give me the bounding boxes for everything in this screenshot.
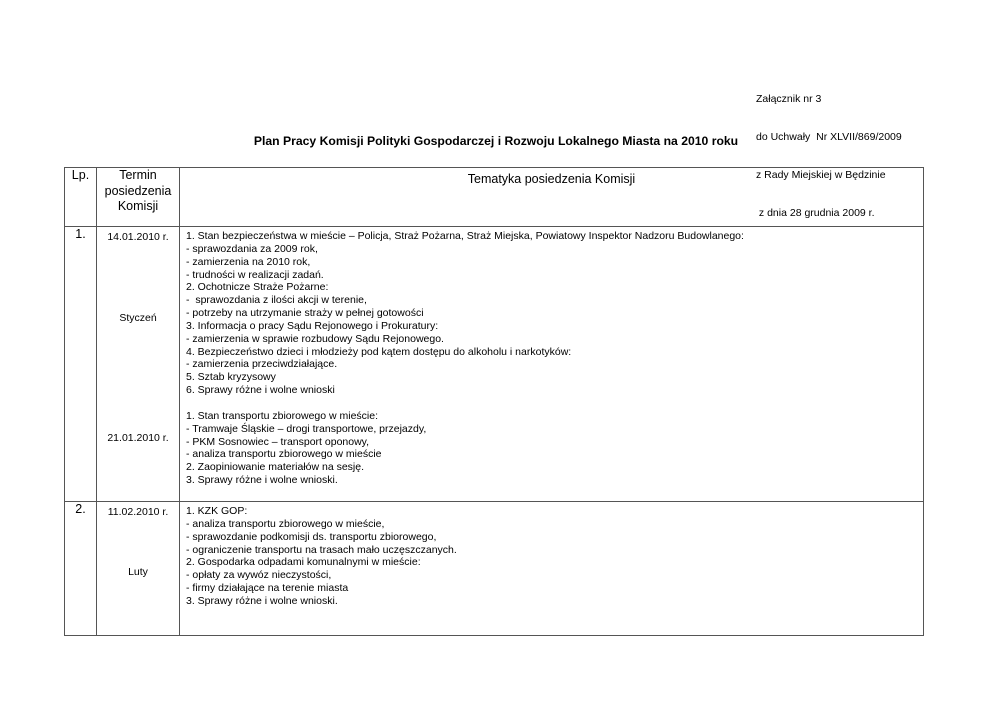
meeting-month: Styczeń bbox=[119, 312, 157, 324]
table-header-row bbox=[65, 168, 924, 227]
table-row bbox=[65, 502, 924, 636]
topic-line: - sprawozdanie podkomisji ds. transportu zbiorowego, bbox=[186, 530, 437, 543]
table-row bbox=[65, 227, 924, 502]
topic-line: 4. Bezpieczeństwo dzieci i młodzieży pod kątem dostępu do alkoholu i narkotyków: bbox=[186, 345, 572, 358]
row-number: 2. bbox=[65, 502, 97, 636]
topic-line: - zamierzenia przeciwdziałające. bbox=[186, 358, 338, 371]
spacer bbox=[186, 397, 923, 410]
row-term bbox=[97, 502, 180, 636]
annex-line: do Uchwały Nr XLVII/869/2009 bbox=[756, 130, 902, 143]
topic-line: - zamierzenia na 2010 rok, bbox=[186, 255, 311, 268]
topic-line: 5. Sztab kryzysowy bbox=[186, 371, 276, 384]
topic-line: - ograniczenie transportu na trasach mało uczęszczanych. bbox=[186, 543, 457, 556]
topic-line: - analiza transportu zbiorowego w mieście, bbox=[186, 517, 385, 530]
header-topic: Tematyka posiedzenia Komisji bbox=[180, 168, 924, 227]
topic-line: 1. Stan bezpieczeństwa w mieście – Policja, Straż Pożarna, Straż Miejska, Powiatowy Inspektor Nadzoru Budowlanego: bbox=[186, 230, 744, 242]
row-topics bbox=[180, 502, 924, 636]
topic-line: 3. Sprawy różne i wolne wnioski. bbox=[186, 474, 338, 487]
topic-line: 3. Informacja o pracy Sądu Rejonowego i Prokuratury: bbox=[186, 319, 439, 332]
annex-line: z Rady Miejskiej w Będzinie bbox=[756, 168, 886, 181]
topic-line: 6. Sprawy różne i wolne wnioski bbox=[186, 384, 335, 397]
annex-line: z dnia 28 grudnia 2009 r. bbox=[756, 206, 875, 219]
topic-line: - sprawozdania z ilości akcji w terenie, bbox=[186, 294, 367, 307]
topic-line: - trudności w realizacji zadań. bbox=[186, 268, 324, 281]
row-number: 1. bbox=[65, 227, 97, 502]
topic-line: 1. KZK GOP: bbox=[186, 505, 248, 517]
row-topics bbox=[180, 227, 924, 502]
topic-line: 1. Stan transportu zbiorowego w mieście: bbox=[186, 409, 379, 422]
topic-line: 2. Zaopiniowanie materiałów na sesję. bbox=[186, 461, 365, 474]
topic-line: - firmy działające na terenie miasta bbox=[186, 582, 349, 595]
header-term-line: Komisji bbox=[117, 199, 159, 213]
row-term bbox=[97, 227, 180, 502]
meeting-date: 11.02.2010 r. bbox=[107, 506, 169, 518]
header-term-line: posiedzenia bbox=[104, 183, 172, 198]
topic-line: - analiza transportu zbiorowego w mieście bbox=[186, 448, 382, 461]
topic-line: 3. Sprawy różne i wolne wnioski. bbox=[186, 594, 338, 607]
topic-line: - zamierzenia w sprawie rozbudowy Sądu Rejonowego. bbox=[186, 332, 444, 345]
meeting-date: 14.01.2010 r. bbox=[107, 231, 169, 243]
annex-line: Załącznik nr 3 bbox=[756, 93, 822, 106]
topic-line: - PKM Sosnowiec – transport oponowy, bbox=[186, 435, 370, 448]
header-term bbox=[97, 168, 180, 227]
plan-table bbox=[64, 167, 924, 636]
topic-line: - potrzeby na utrzymanie straży w pełnej gotowości bbox=[186, 307, 424, 320]
topic-line: 2. Gospodarka odpadami komunalnymi w mieście: bbox=[186, 556, 421, 569]
topic-line: - sprawozdania za 2009 rok, bbox=[186, 242, 318, 255]
topic-line: - opłaty za wywóz nieczystości, bbox=[186, 569, 332, 582]
header-lp: Lp. bbox=[65, 168, 97, 227]
header-term-line: Termin bbox=[119, 168, 157, 182]
document-title: Plan Pracy Komisji Polityki Gospodarczej i Rozwoju Lokalnego Miasta na 2010 roku bbox=[253, 134, 739, 148]
meeting-date: 21.01.2010 r. bbox=[107, 432, 169, 444]
topic-line: - Tramwaje Śląskie – drogi transportowe, przejazdy, bbox=[186, 422, 427, 435]
meeting-month: Luty bbox=[128, 566, 148, 578]
topic-line: 2. Ochotnicze Straże Pożarne: bbox=[186, 281, 329, 294]
